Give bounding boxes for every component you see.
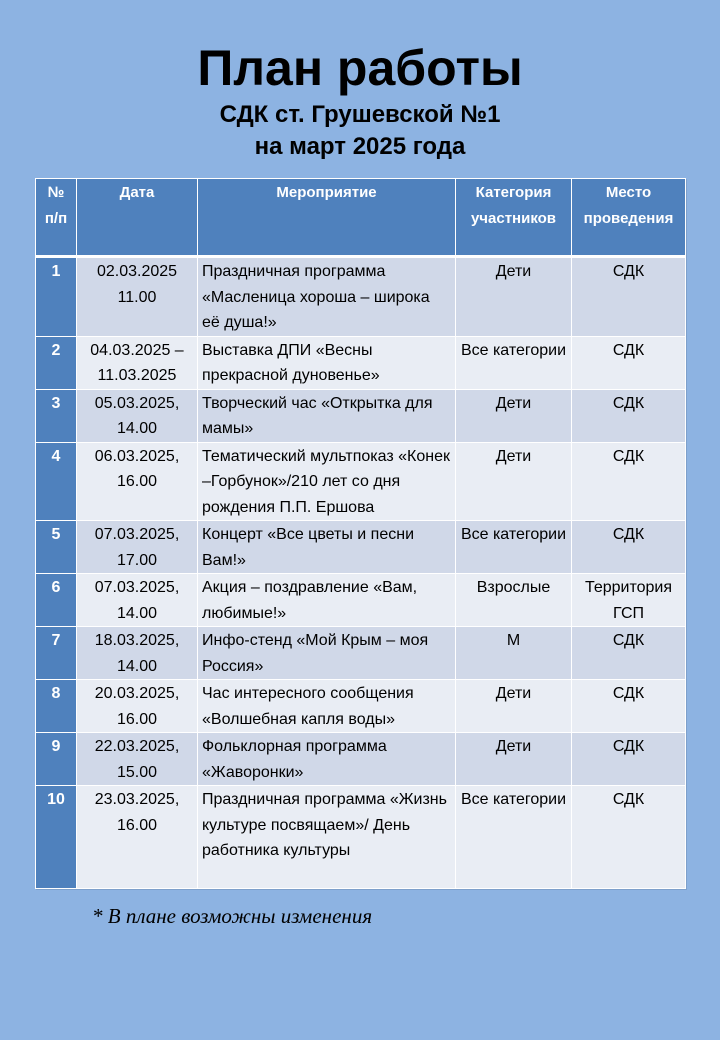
event-date: 22.03.2025, 15.00 bbox=[77, 733, 198, 786]
event-category: Все категории bbox=[456, 521, 572, 574]
row-number: 7 bbox=[36, 627, 77, 680]
event-title: Творческий час «Открытка для мамы» bbox=[198, 389, 456, 442]
page-subtitle-organization: СДК ст. Грушевской №1 bbox=[219, 101, 501, 128]
event-place: Территория ГСП bbox=[572, 574, 686, 627]
table-row bbox=[36, 336, 686, 389]
row-number: 8 bbox=[36, 680, 77, 733]
event-category: М bbox=[456, 627, 572, 680]
event-place: СДК bbox=[572, 389, 686, 442]
event-place: СДК bbox=[572, 442, 686, 521]
row-number: 2 bbox=[36, 336, 77, 389]
table-row bbox=[36, 574, 686, 627]
event-title: Тематический мультпоказ «Конек –Горбунок»/210 лет со дня рождения П.П. Ершова bbox=[198, 442, 456, 521]
footnote: * В плане возможны изменения bbox=[92, 904, 373, 928]
table-row bbox=[36, 389, 686, 442]
event-title: Концерт «Все цветы и песни Вам!» bbox=[198, 521, 456, 574]
event-place: СДК bbox=[572, 627, 686, 680]
event-date: 07.03.2025, 14.00 bbox=[77, 574, 198, 627]
event-place: СДК bbox=[572, 786, 686, 889]
event-category: Дети bbox=[456, 442, 572, 521]
event-title: Праздничная программа «Масленица хороша – широка её душа!» bbox=[198, 257, 456, 337]
column-header-category: Категория участников bbox=[456, 179, 572, 257]
table-row bbox=[36, 257, 686, 337]
event-date: 23.03.2025, 16.00 bbox=[77, 786, 198, 889]
page-subtitle-period: на март 2025 года bbox=[254, 133, 466, 160]
event-category: Взрослые bbox=[456, 574, 572, 627]
event-category: Все категории bbox=[456, 786, 572, 889]
table-row bbox=[36, 521, 686, 574]
event-title: Праздничная программа «Жизнь культуре посвящаем»/ День работника культуры bbox=[198, 786, 456, 889]
column-header-event: Мероприятие bbox=[198, 179, 456, 257]
row-number: 10 bbox=[36, 786, 77, 889]
row-number: 6 bbox=[36, 574, 77, 627]
table-row bbox=[36, 627, 686, 680]
event-category: Дети bbox=[456, 257, 572, 337]
event-place: СДК bbox=[572, 733, 686, 786]
row-number: 4 bbox=[36, 442, 77, 521]
row-number: 5 bbox=[36, 521, 77, 574]
event-place: СДК bbox=[572, 521, 686, 574]
event-date: 18.03.2025, 14.00 bbox=[77, 627, 198, 680]
table-row bbox=[36, 786, 686, 889]
page-title: План работы bbox=[197, 40, 523, 96]
table-row bbox=[36, 680, 686, 733]
event-title: Акция – поздравление «Вам, любимые!» bbox=[198, 574, 456, 627]
column-header-date: Дата bbox=[77, 179, 198, 257]
table-row bbox=[36, 442, 686, 521]
event-category: Дети bbox=[456, 680, 572, 733]
column-header-place: Место проведения bbox=[572, 179, 686, 257]
event-place: СДК bbox=[572, 336, 686, 389]
event-date: 06.03.2025, 16.00 bbox=[77, 442, 198, 521]
event-category: Дети bbox=[456, 389, 572, 442]
event-title: Инфо-стенд «Мой Крым – моя Россия» bbox=[198, 627, 456, 680]
row-number: 9 bbox=[36, 733, 77, 786]
event-title: Час интересного сообщения «Волшебная капля воды» bbox=[198, 680, 456, 733]
event-date: 04.03.2025 – 11.03.2025 bbox=[77, 336, 198, 389]
event-place: СДК bbox=[572, 257, 686, 337]
event-category: Дети bbox=[456, 733, 572, 786]
column-header-number: № п/п bbox=[36, 179, 77, 257]
event-title: Выставка ДПИ «Весны прекрасной дуновенье» bbox=[198, 336, 456, 389]
table-row bbox=[36, 733, 686, 786]
event-date: 20.03.2025, 16.00 bbox=[77, 680, 198, 733]
event-title: Фольклорная программа «Жаворонки» bbox=[198, 733, 456, 786]
row-number: 3 bbox=[36, 389, 77, 442]
table-header-row bbox=[36, 179, 686, 257]
event-date: 02.03.2025 11.00 bbox=[77, 257, 198, 337]
events-table bbox=[35, 178, 686, 889]
event-category: Все категории bbox=[456, 336, 572, 389]
event-place: СДК bbox=[572, 680, 686, 733]
event-date: 07.03.2025, 17.00 bbox=[77, 521, 198, 574]
row-number: 1 bbox=[36, 257, 77, 337]
event-date: 05.03.2025, 14.00 bbox=[77, 389, 198, 442]
